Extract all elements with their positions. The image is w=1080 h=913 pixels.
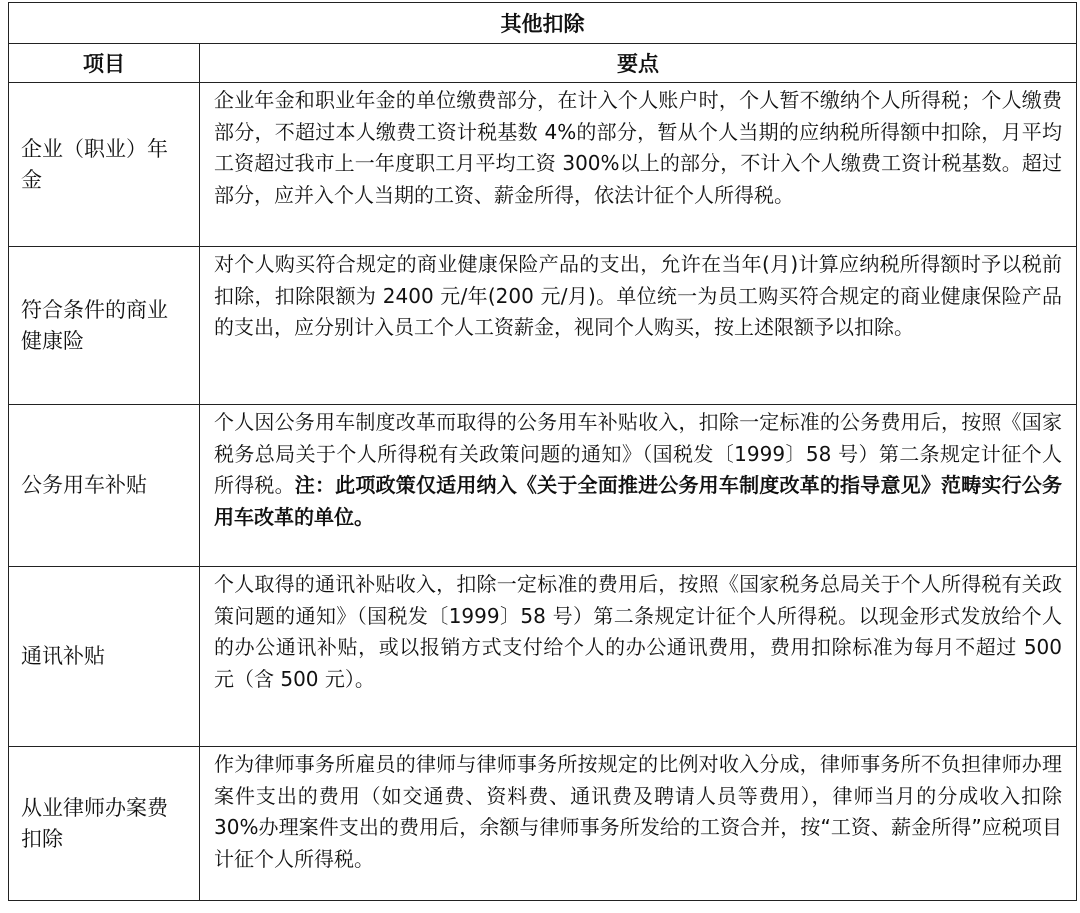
table-row xyxy=(9,247,1077,405)
policy-note: 注：此项政策仅适用纳入《关于全面推进公务用车制度改革的指导意见》范畴实行公务用车改革的单位。 xyxy=(214,473,1063,529)
table-header-row xyxy=(9,44,1077,83)
row-points-lawyer-expense xyxy=(200,747,1077,901)
table-title-row xyxy=(9,3,1077,44)
row-item-annuity: 企业（职业）年金 xyxy=(9,83,200,247)
row-item-lawyer-expense: 从业律师办案费扣除 xyxy=(9,747,200,901)
row-item-car-subsidy: 公务用车补贴 xyxy=(9,405,200,567)
table-title: 其他扣除 xyxy=(9,3,1077,44)
points-text: 对个人购买符合规定的商业健康保险产品的支出，允许在当年(月)计算应纳税所得额时予以税前扣除，扣除限额为 2400 元/年(200 元/月)。单位统一为员工购买符合规定的商业健康保险产品的支出，应分别计入员工个人工资薪金，视同个人购买，按上述限额予以扣除。 xyxy=(214,252,1062,339)
points-text: 个人因公务用车制度改革而取得的公务用车补贴收入，扣除一定标准的公务费用后，按照《国家税务总局关于个人所得税有关政策问题的通知》（国税发〔1999〕58 号）第二条规定计征个人所得税。 xyxy=(214,410,1062,497)
row-points-car-subsidy xyxy=(200,405,1077,567)
points-text: 企业年金和职业年金的单位缴费部分，在计入个人账户时，个人暂不缴纳个人所得税；个人缴费部分，不超过本人缴费工资计税基数 4%的部分，暂从个人当期的应纳税所得额中扣除，月平均工资超过我市上一年度职工月平均工资 300%以上的部分，不计入个人缴费工资计税基数。超过部分，应并入个人当期的工资、薪金所得，依法计征个人所得税。 xyxy=(214,88,1062,207)
row-item-health-insurance: 符合条件的商业健康险 xyxy=(9,247,200,405)
table-row xyxy=(9,747,1077,901)
points-text: 个人取得的通讯补贴收入，扣除一定标准的费用后，按照《国家税务总局关于个人所得税有关政策问题的通知》（国税发〔1999〕58 号）第二条规定计征个人所得税。以现金形式发放给个人的办公通讯补贴，或以报销方式支付给个人的办公通讯费用，费用扣除标准为每月不超过 500 元（含 500 元）。 xyxy=(214,572,1062,691)
row-points-communication-subsidy xyxy=(200,567,1077,747)
column-header-points: 要点 xyxy=(200,44,1077,83)
column-header-item: 项目 xyxy=(9,44,200,83)
row-points-annuity xyxy=(200,83,1077,247)
row-item-communication-subsidy: 通讯补贴 xyxy=(9,567,200,747)
table-row xyxy=(9,405,1077,567)
table-row xyxy=(9,83,1077,247)
table-row xyxy=(9,567,1077,747)
other-deductions-table xyxy=(8,2,1077,901)
points-text: 作为律师事务所雇员的律师与律师事务所按规定的比例对收入分成，律师事务所不负担律师办理案件支出的费用（如交通费、资料费、通讯费及聘请人员等费用），律师当月的分成收入扣除 30%办理案件支出的费用后，余额与律师事务所发给的工资合并，按“工资、薪金所得”应税项目计征个人所得税。 xyxy=(214,752,1062,871)
row-points-health-insurance xyxy=(200,247,1077,405)
other-deductions-table-container xyxy=(8,2,1076,901)
